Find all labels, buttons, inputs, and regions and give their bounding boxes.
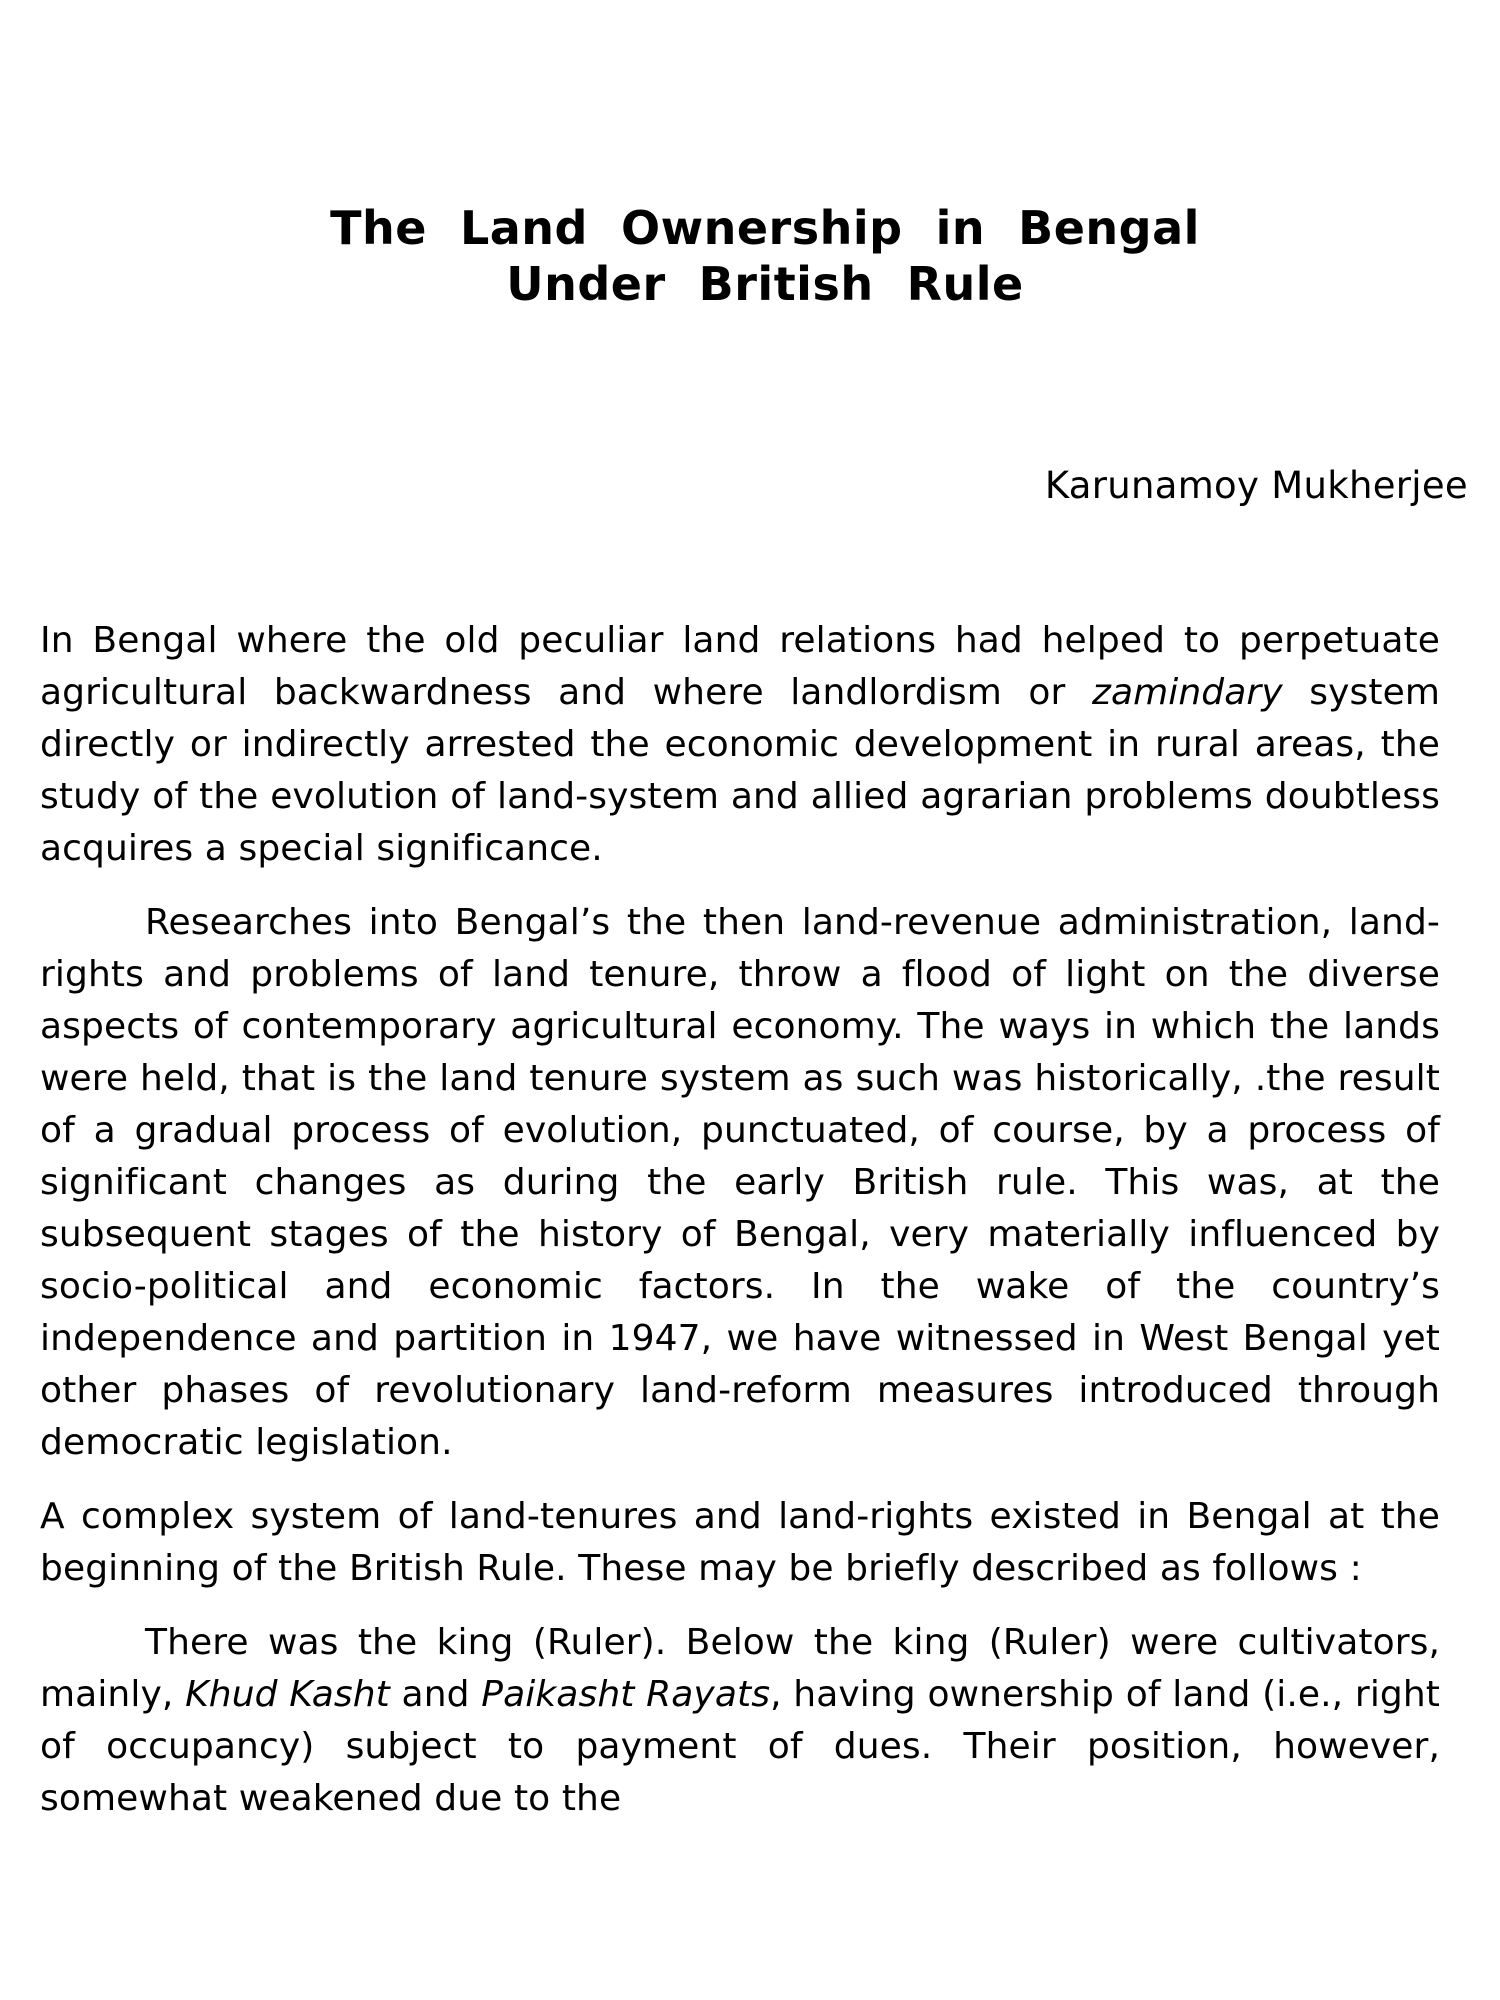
author-name: Karunamoy Mukherjee bbox=[1044, 464, 1468, 508]
title-line-2: Under British Rule bbox=[506, 257, 1024, 312]
paragraph: There was the king (Ruler). Below the king (Ruler) were cultivators, mainly, Khud Kasht and Paikasht Rayats, having ownership of land (i.e., right of occupancy) subject to payment of dues. Their position, however, somewhat weakened due to the bbox=[40, 1622, 1441, 1820]
paragraph: Researches into Bengal’s the then land-revenue administration, land-rights and problems of land tenure, throw a flood of light on the diverse aspects of contemporary agricultural economy. The ways in which the lands were held, that is the land tenure system as such was historically, .the result of a gradual process of evolution, punctuated, of course, by a process of significant changes as during the early British rule. This was, at the subsequent stages of the history of Bengal, very materially influenced by socio-political and economic factors. In the wake of the country’s independence and partition in 1947, we have witnessed in West Bengal yet other phases of revolutionary land-reform measures introduced through democratic legislation. bbox=[40, 902, 1440, 1464]
page-title bbox=[115, 200, 1405, 312]
italic-term: Paikasht Rayats bbox=[481, 1674, 771, 1716]
title-line-1: The Land Ownership in Bengal bbox=[330, 201, 1200, 255]
paragraph: A complex system of land-tenures and land-rights existed in Bengal at the beginning of the British Rule. These may be briefly described as follows : bbox=[40, 1496, 1440, 1590]
italic-term: zamindary bbox=[1091, 672, 1283, 714]
page-content bbox=[40, 200, 1480, 1837]
italic-term: Khud Kasht bbox=[185, 1674, 390, 1716]
paragraph: In Bengal where the old peculiar land relations had helped to perpetuate agricultural backwardness and where landlordism or zamindary system directly or indirectly arrested the economic development in rural areas, the study of the evolution of land-system and allied agrarian problems doubtless acquires a special significance. bbox=[40, 620, 1440, 870]
body-text bbox=[40, 615, 1440, 1825]
